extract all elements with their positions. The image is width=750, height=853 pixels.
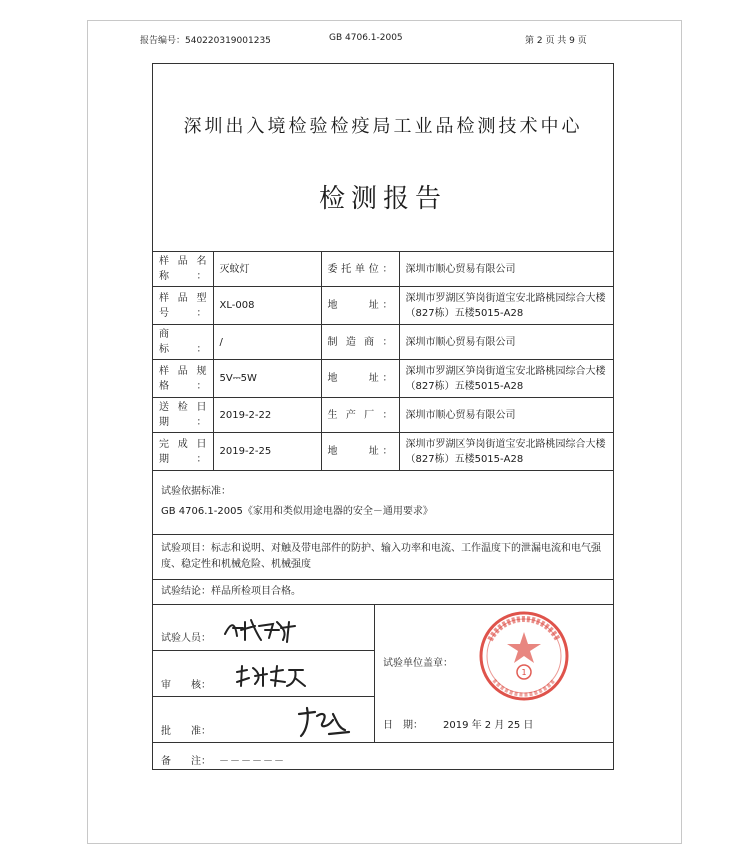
info-value: / [213, 325, 321, 360]
info-label: 制造商： [321, 325, 399, 360]
table-row [153, 433, 613, 471]
test-items-value: 标志和说明、对触及带电部件的防护、输入功率和电流、工作温度下的泄漏电流和电气强度、稳定性和机械危险、机械强度 [161, 543, 601, 570]
info-value: 灭蚊灯 [213, 252, 321, 287]
test-basis-value: GB 4706.1-2005《家用和类似用途电器的安全－通用要求》 [161, 506, 433, 517]
test-basis-label: 试验依据标准： [161, 486, 231, 497]
standard-code: GB 4706.1-2005 [329, 33, 403, 43]
info-value: 5V⎓5W [213, 360, 321, 398]
signature-divider [153, 696, 374, 697]
sample-info-table [153, 251, 613, 471]
test-conclusion-value: 样品所检项目合格。 [211, 586, 301, 597]
signature-divider [374, 604, 375, 742]
test-items-section [153, 541, 613, 573]
approver-label: 批 准： [161, 726, 211, 737]
section-divider [153, 742, 613, 743]
page-info: 第 2 页 共 9 页 [525, 36, 587, 46]
info-label: 地 址： [321, 433, 399, 471]
table-row [153, 398, 613, 433]
official-seal-stamp [478, 610, 570, 702]
table-row [153, 252, 613, 287]
table-row [153, 360, 613, 398]
test-basis-section [153, 484, 613, 520]
test-conclusion-section [153, 584, 613, 600]
test-conclusion-label: 试验结论： [161, 586, 211, 597]
info-value: 2019-2-25 [213, 433, 321, 471]
table-row [153, 287, 613, 325]
report-page [87, 20, 682, 844]
report-number: 报告编号：540220319001235 [140, 36, 271, 46]
unit-seal-label: 试验单位盖章： [383, 658, 453, 669]
date-label: 日 期： [383, 720, 423, 731]
info-label: 送检日期： [153, 398, 213, 433]
report-frame [152, 63, 614, 770]
report-date: 2019 年 2 月 25 日 [443, 720, 534, 731]
info-label: 完成日期： [153, 433, 213, 471]
info-label: 生产厂： [321, 398, 399, 433]
report-title: 检测报告 [318, 184, 447, 214]
info-value: XL-008 [213, 287, 321, 325]
reviewer-label: 审 核： [161, 680, 211, 691]
tester-signature [221, 616, 311, 644]
info-label: 样品型号： [153, 287, 213, 325]
section-divider [153, 534, 613, 535]
section-divider [153, 579, 613, 580]
test-items-label: 试验项目： [161, 543, 211, 554]
info-value: 深圳市罗湖区笋岗街道宝安北路桃园综合大楼（827栋）五楼5015-A28 [399, 287, 613, 325]
signature-divider [153, 650, 374, 651]
approver-signature [293, 704, 353, 740]
info-value: 深圳市顺心贸易有限公司 [399, 252, 613, 287]
info-label: 地 址： [321, 360, 399, 398]
info-value: 深圳市罗湖区笋岗街道宝安北路桃园综合大楼（827栋）五楼5015-A28 [399, 360, 613, 398]
reviewer-signature [233, 662, 313, 690]
section-divider [153, 604, 613, 605]
info-label: 商 标： [153, 325, 213, 360]
info-label: 样品名称： [153, 252, 213, 287]
svg-text:1: 1 [521, 668, 527, 677]
info-label: 地 址： [321, 287, 399, 325]
tester-label: 试验人员： [161, 633, 211, 644]
info-value: 深圳市罗湖区笋岗街道宝安北路桃园综合大楼（827栋）五楼5015-A28 [399, 433, 613, 471]
remarks-label: 备 注： [161, 756, 211, 767]
info-value: 2019-2-22 [213, 398, 321, 433]
info-value: 深圳市顺心贸易有限公司 [399, 325, 613, 360]
info-label: 委托单位： [321, 252, 399, 287]
table-row [153, 325, 613, 360]
info-value: 深圳市顺心贸易有限公司 [399, 398, 613, 433]
organization-name: 深圳出入境检验检疫局工业品检测技术中心 [183, 116, 583, 137]
info-label: 样品规格： [153, 360, 213, 398]
remarks-value: －－－－－－ [219, 756, 285, 767]
